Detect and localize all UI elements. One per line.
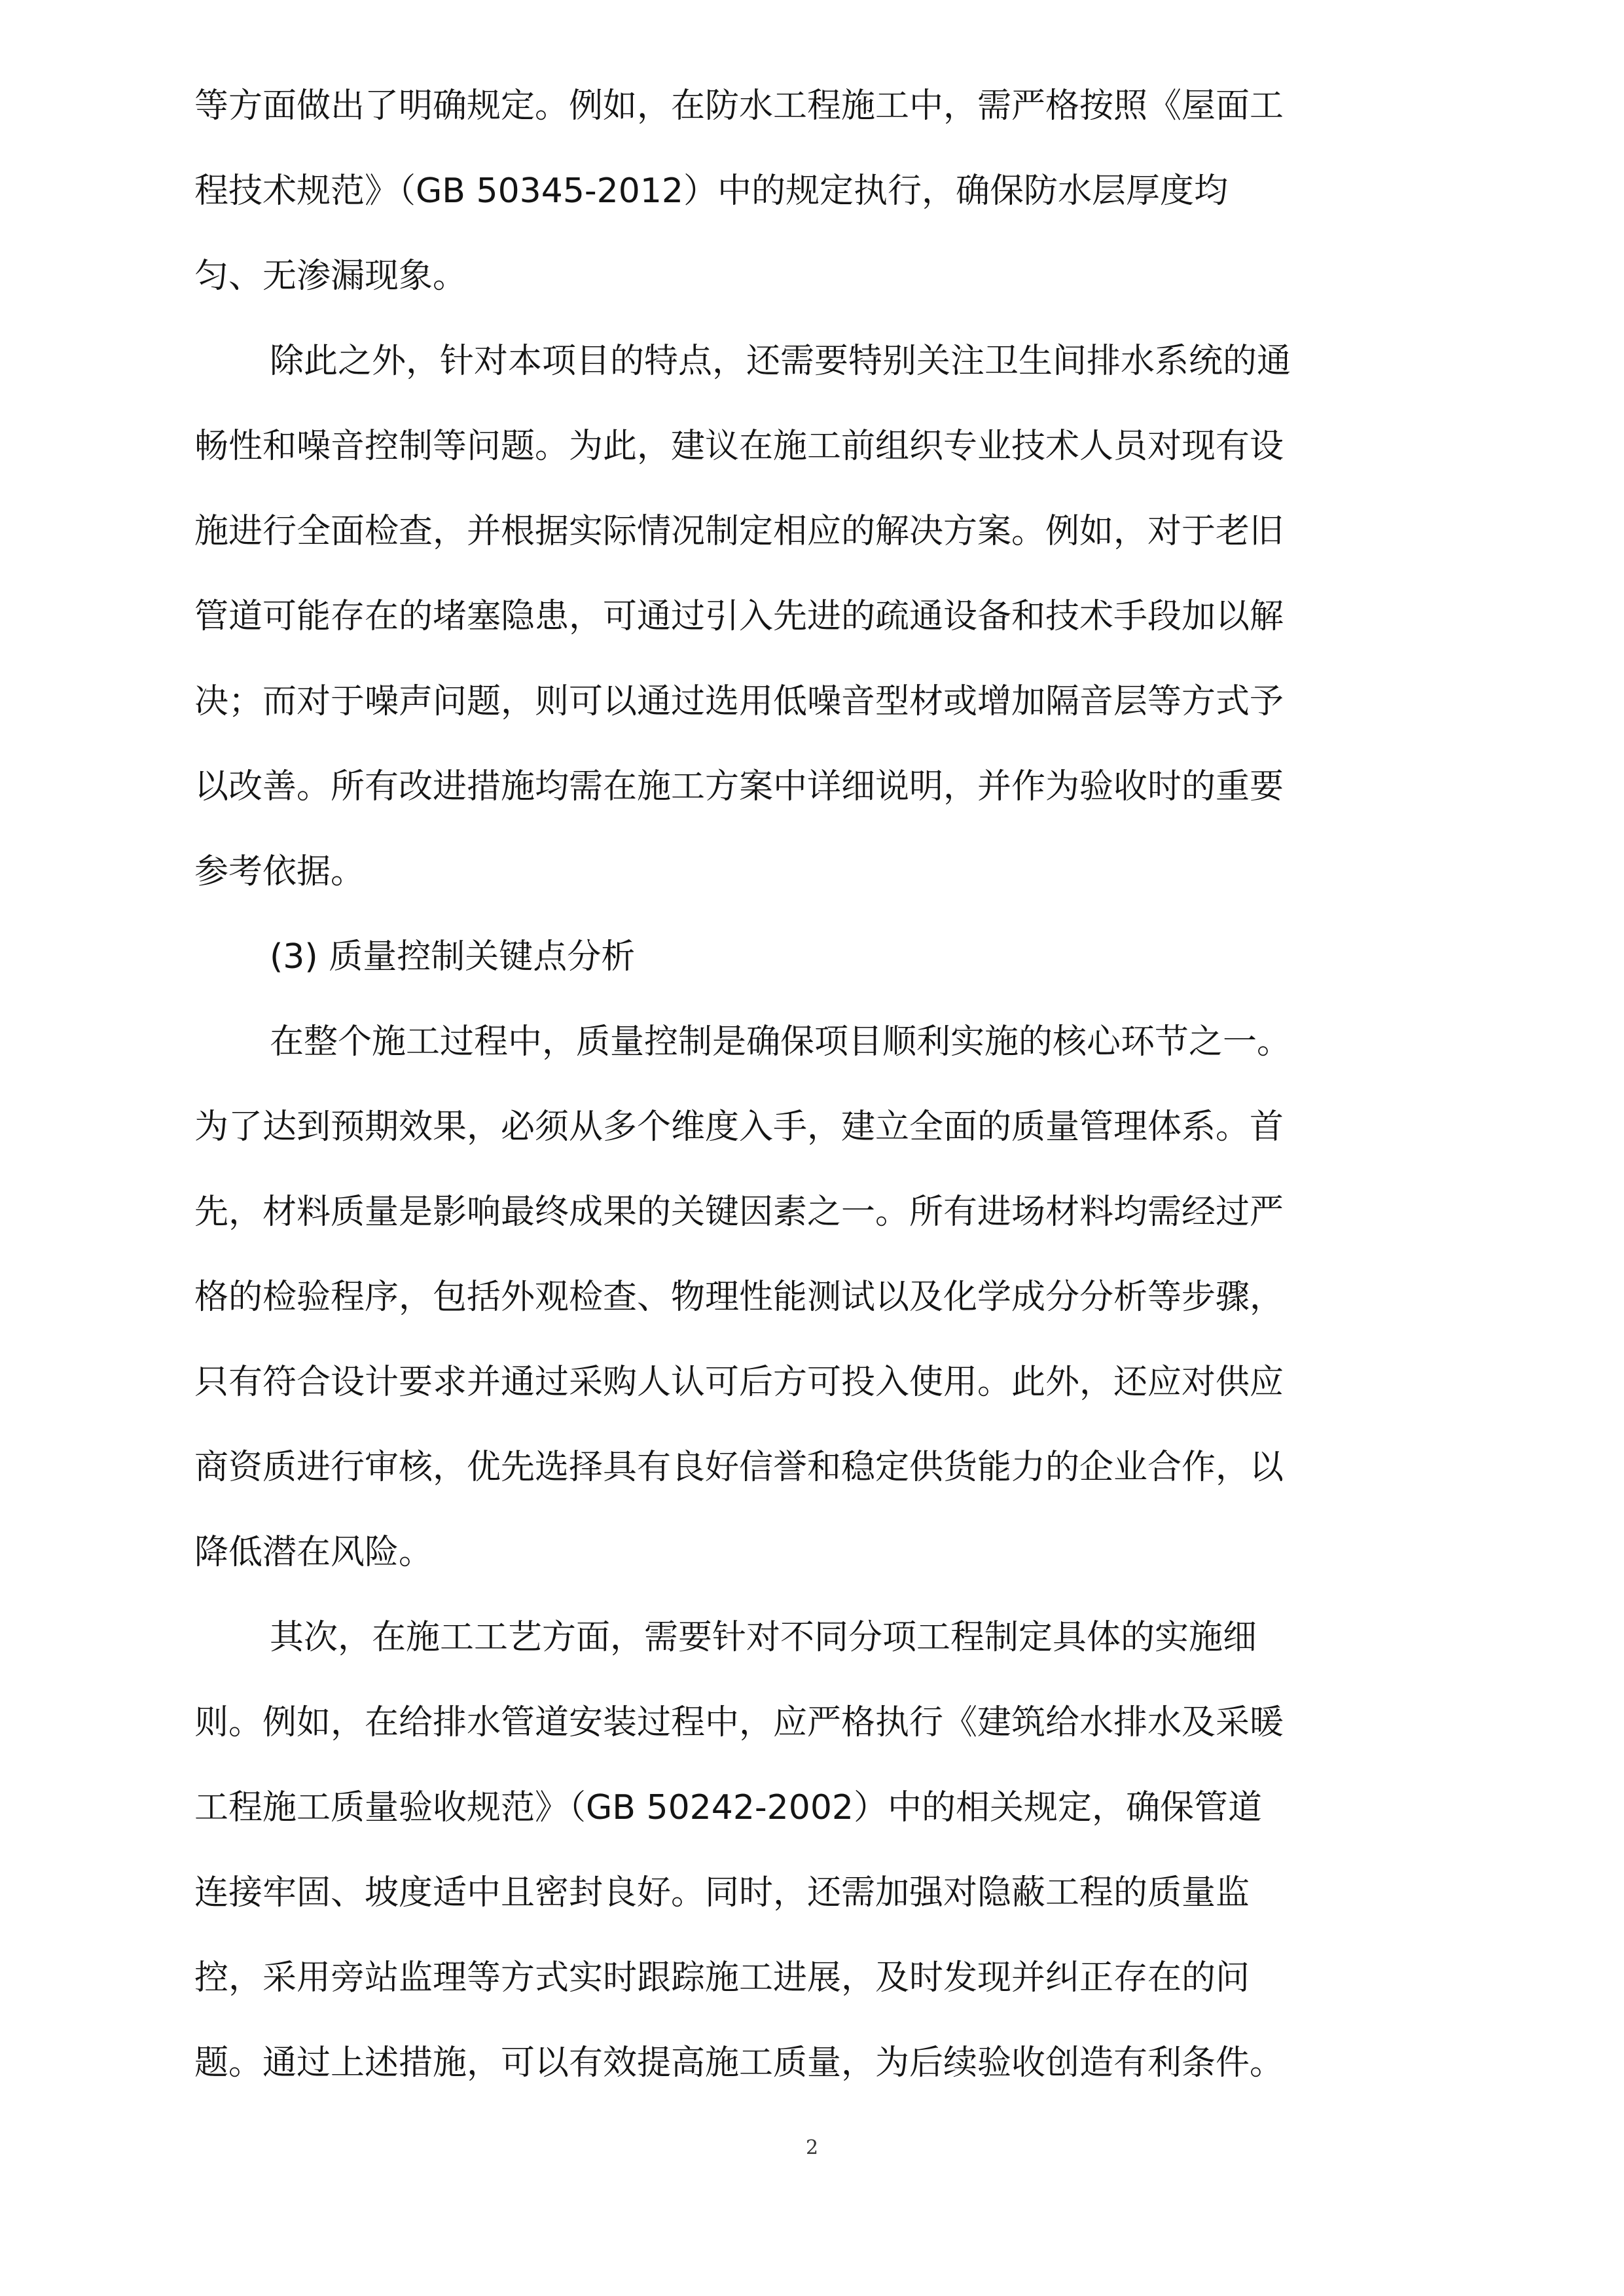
- text-line: 匀、无渗漏现象。: [194, 257, 467, 296]
- text-line: 其次，在施工工艺方面，需要针对不同分项工程制定具体的实施细: [270, 1618, 1257, 1657]
- text-line: 程技术规范》（GB 50345-2012）中的规定执行，确保防水层厚度均: [194, 171, 1229, 211]
- text-line: 格的检验程序，包括外观检查、物理性能测试以及化学成分分析等步骤，: [194, 1278, 1284, 1317]
- text-line: 控，采用旁站监理等方式实时跟踪施工进展，及时发现并纠正存在的问: [194, 1958, 1250, 1998]
- text-line: 只有符合设计要求并通过采购人认可后方可投入使用。此外，还应对供应: [194, 1363, 1284, 1402]
- text-line: 工程施工质量验收规范》（GB 50242-2002）中的相关规定，确保管道: [194, 1788, 1263, 1827]
- text-line: 等方面做出了明确规定。例如，在防水工程施工中，需严格按照《屋面工: [194, 86, 1284, 126]
- text-line: 除此之外，针对本项目的特点，还需要特别关注卫生间排水系统的通: [270, 342, 1291, 381]
- text-line: 则。例如，在给排水管道安装过程中，应严格执行《建筑给水排水及采暖: [194, 1703, 1284, 1742]
- section-heading: (3) 质量控制关键点分析: [270, 937, 636, 977]
- text-line: 为了达到预期效果，必须从多个维度入手，建立全面的质量管理体系。首: [194, 1107, 1284, 1147]
- text-line: 畅性和噪音控制等问题。为此，建议在施工前组织专业技术人员对现有设: [194, 427, 1284, 466]
- text-line: 商资质进行审核，优先选择具有良好信誉和稳定供货能力的企业合作，以: [194, 1448, 1284, 1487]
- text-line: 参考依据。: [194, 852, 365, 891]
- text-line: 连接牢固、坡度适中且密封良好。同时，还需加强对隐蔽工程的质量监: [194, 1873, 1250, 1912]
- text-line: 以改善。所有改进措施均需在施工方案中详细说明，并作为验收时的重要: [194, 767, 1284, 806]
- page-number: 2: [805, 2136, 819, 2159]
- text-line: 降低潜在风险。: [194, 1533, 433, 1572]
- text-line: 先，材料质量是影响最终成果的关键因素之一。所有进场材料均需经过严: [194, 1193, 1284, 1232]
- text-line: 管道可能存在的堵塞隐患，可通过引入先进的疏通设备和技术手段加以解: [194, 597, 1284, 636]
- text-line: 在整个施工过程中，质量控制是确保项目顺利实施的核心环节之一。: [270, 1022, 1291, 1062]
- text-line: 决；而对于噪声问题，则可以通过选用低噪音型材或增加隔音层等方式予: [194, 682, 1284, 721]
- text-line: 施进行全面检查，并根据实际情况制定相应的解决方案。例如，对于老旧: [194, 512, 1284, 551]
- text-line: 题。通过上述措施，可以有效提高施工质量，为后续验收创造有利条件。: [194, 2043, 1284, 2083]
